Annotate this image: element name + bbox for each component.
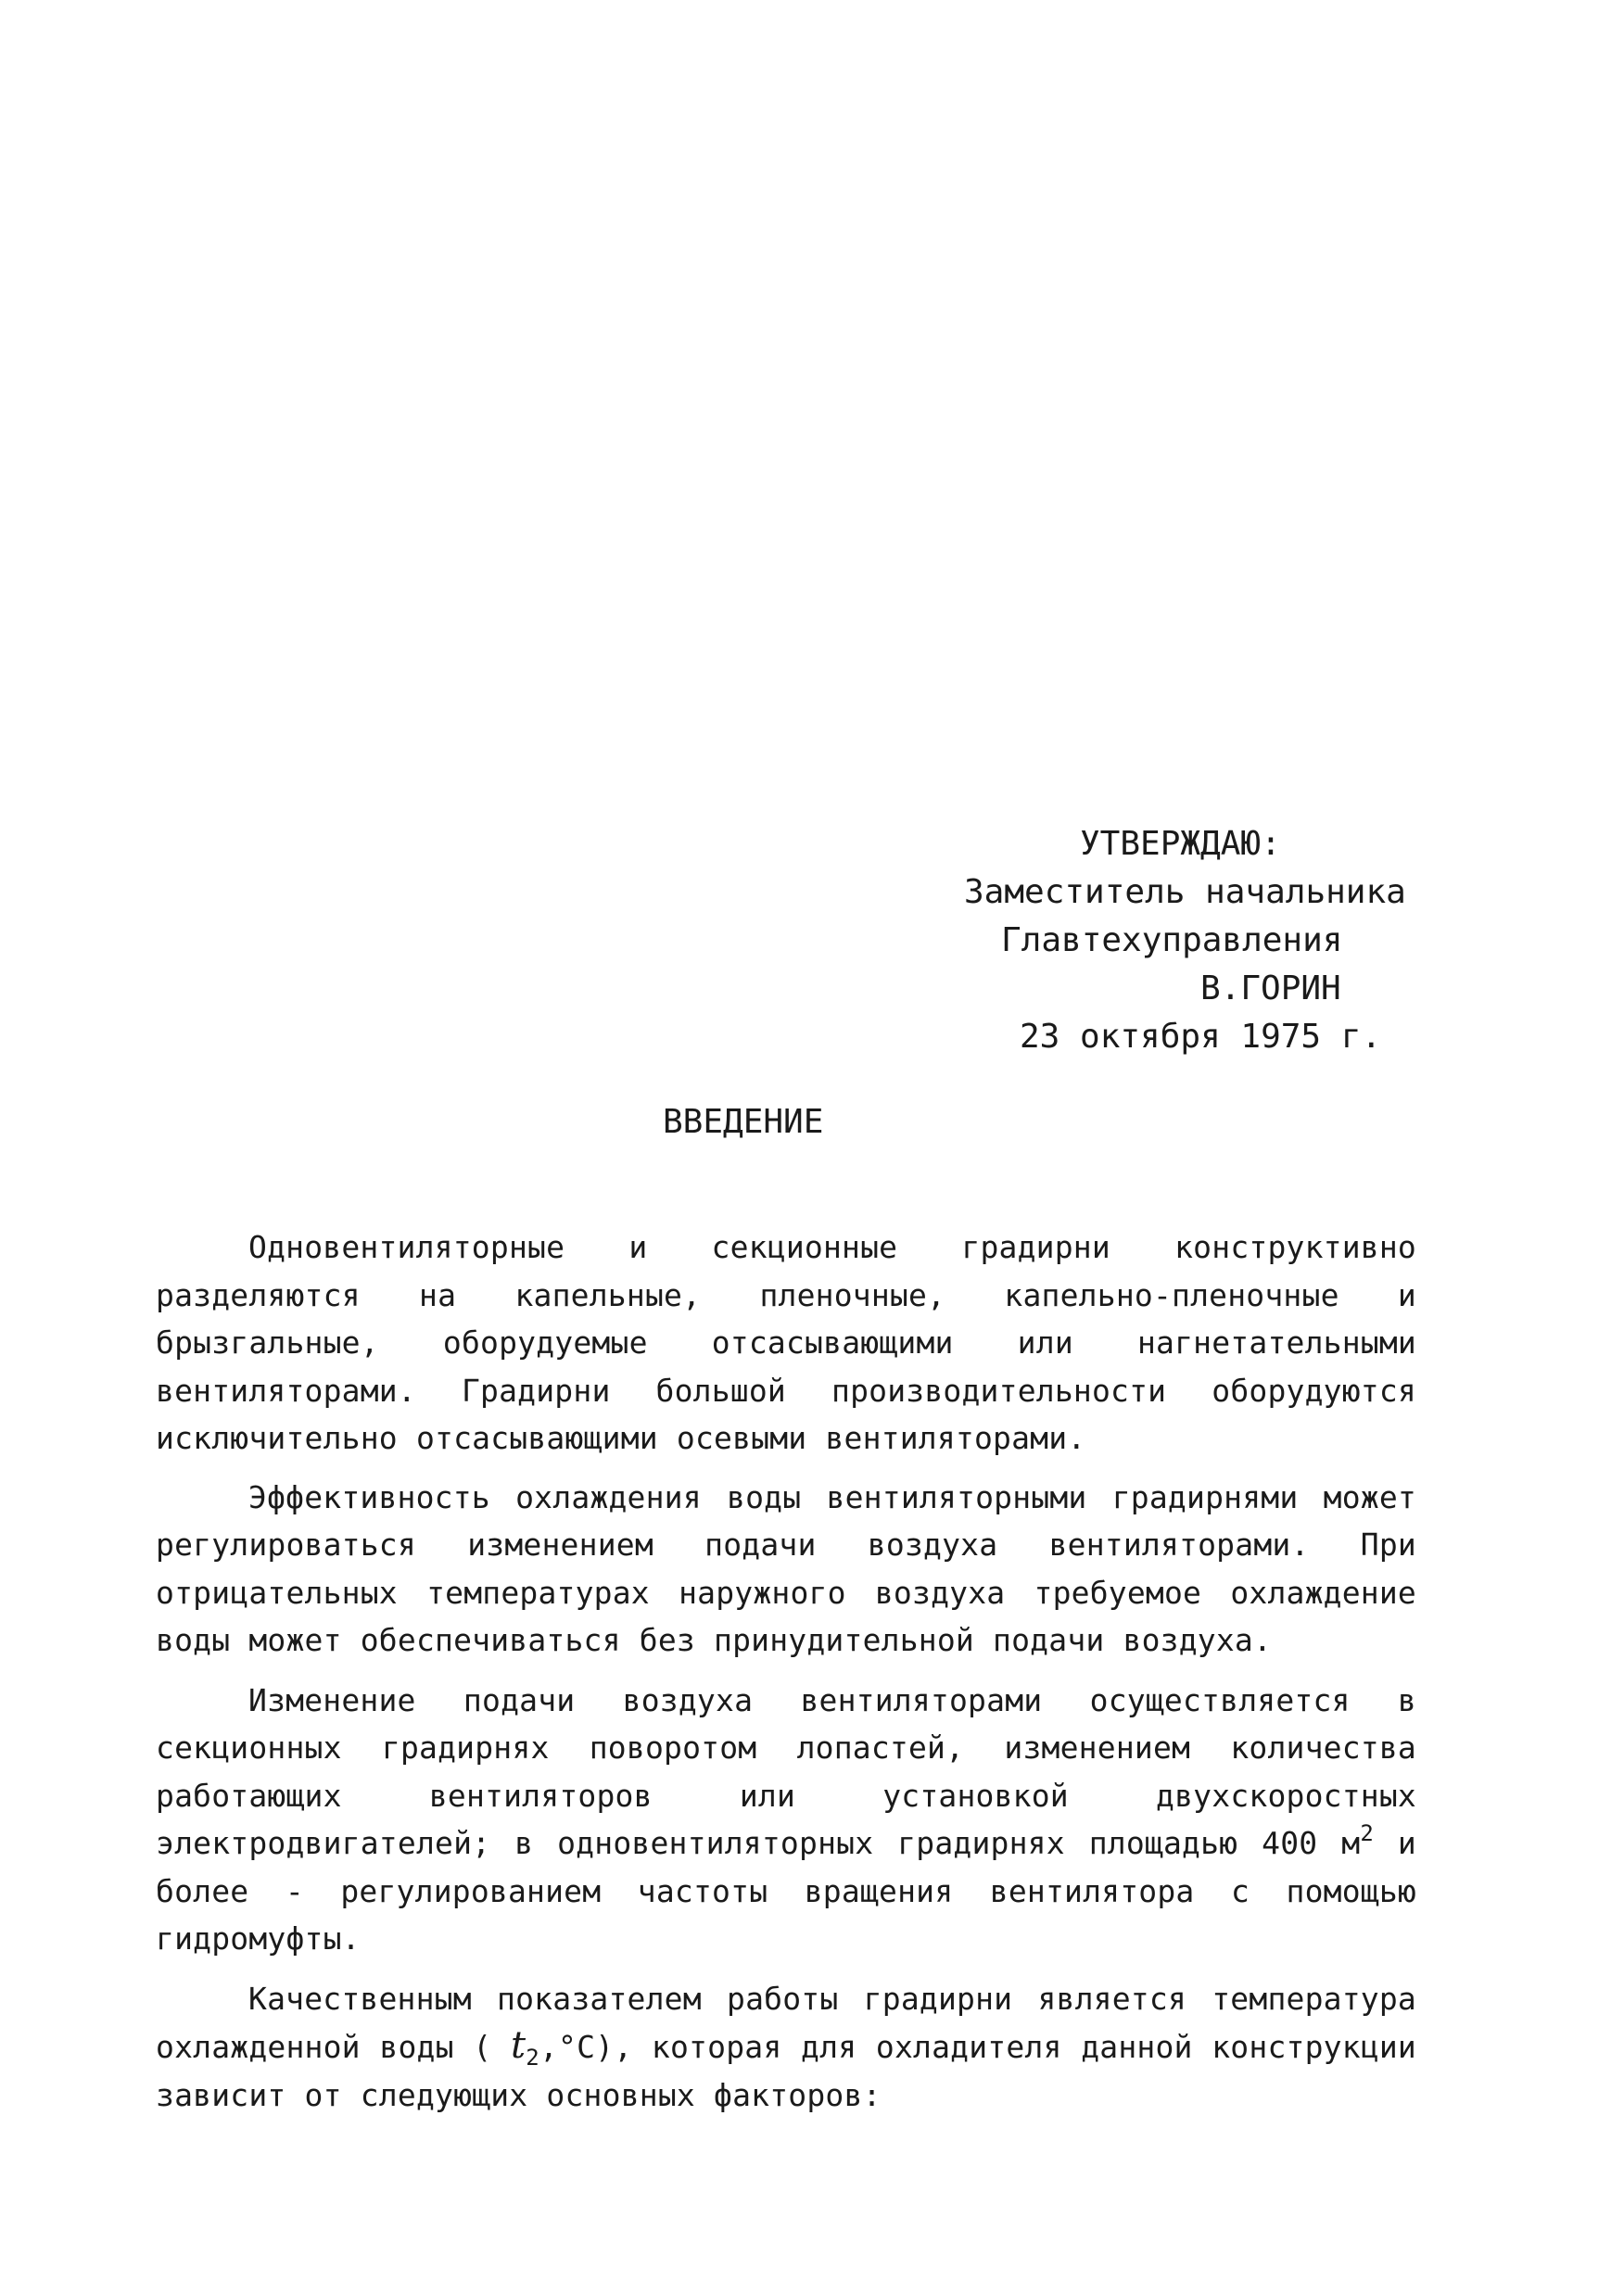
- paragraph-3-superscript: 2: [1360, 1820, 1375, 1846]
- paragraph-2: Эффективность охлаждения воды вентиляторными градирнями может регулироваться изменением подачи воздуха вентиляторами. При отрицательных температурах наружного воздуха требуемое охлаждение воды может обеспечиваться без принудительной подачи воздуха.: [156, 1478, 1416, 1658]
- paragraph-4-text-after: , которая для охладителя данной конструкции зависит от следующих основных факторов:: [156, 2029, 1416, 2113]
- temperature-subscript: 2: [526, 2045, 539, 2071]
- temperature-variable: t: [511, 2024, 527, 2067]
- approval-position-line1: Заместитель начальника: [964, 873, 1406, 911]
- paragraph-4: [156, 1975, 1416, 2120]
- temperature-unit: ,°С): [539, 2029, 615, 2065]
- approval-label: УТВЕРЖДАЮ:: [1080, 825, 1281, 863]
- paragraph-3: [156, 1677, 1416, 1963]
- approval-position-line2: Главтехуправления: [1001, 921, 1343, 959]
- paragraph-1: Одновентиляторные и секционные градирни конструктивно разделяются на капельные, пленочные, капельно-пленочные и брызгальные, оборудуемые отсасывающими или нагнетательными вентиляторами. Градирни большой производительности оборудуются исключительно отсасывающими осевыми вентиляторами.: [156, 1229, 1416, 1456]
- approval-block: [927, 820, 1446, 1061]
- approval-name: В.ГОРИН: [1200, 969, 1341, 1007]
- paragraph-3-text-after: и более - регулированием частоты вращения вентилятора с помощью гидромуфты.: [156, 1825, 1416, 1957]
- body-text: [156, 1223, 1416, 2119]
- approval-date: 23 октября 1975 г.: [1020, 1018, 1382, 1056]
- section-heading: ВВЕДЕНИЕ: [663, 1103, 824, 1141]
- paragraph-3-text-before: Изменение подачи воздуха вентиляторами осуществляется в секционных градирнях поворотом лопастей, изменением количества работающих вентиляторов или установкой двухскоростных электродвигателей; в одновентиляторных градирнях площадью 400 м: [156, 1681, 1416, 1861]
- paragraph-4-text-before: Качественным показателем работы градирни является температура охлажденной воды (: [156, 1980, 1416, 2065]
